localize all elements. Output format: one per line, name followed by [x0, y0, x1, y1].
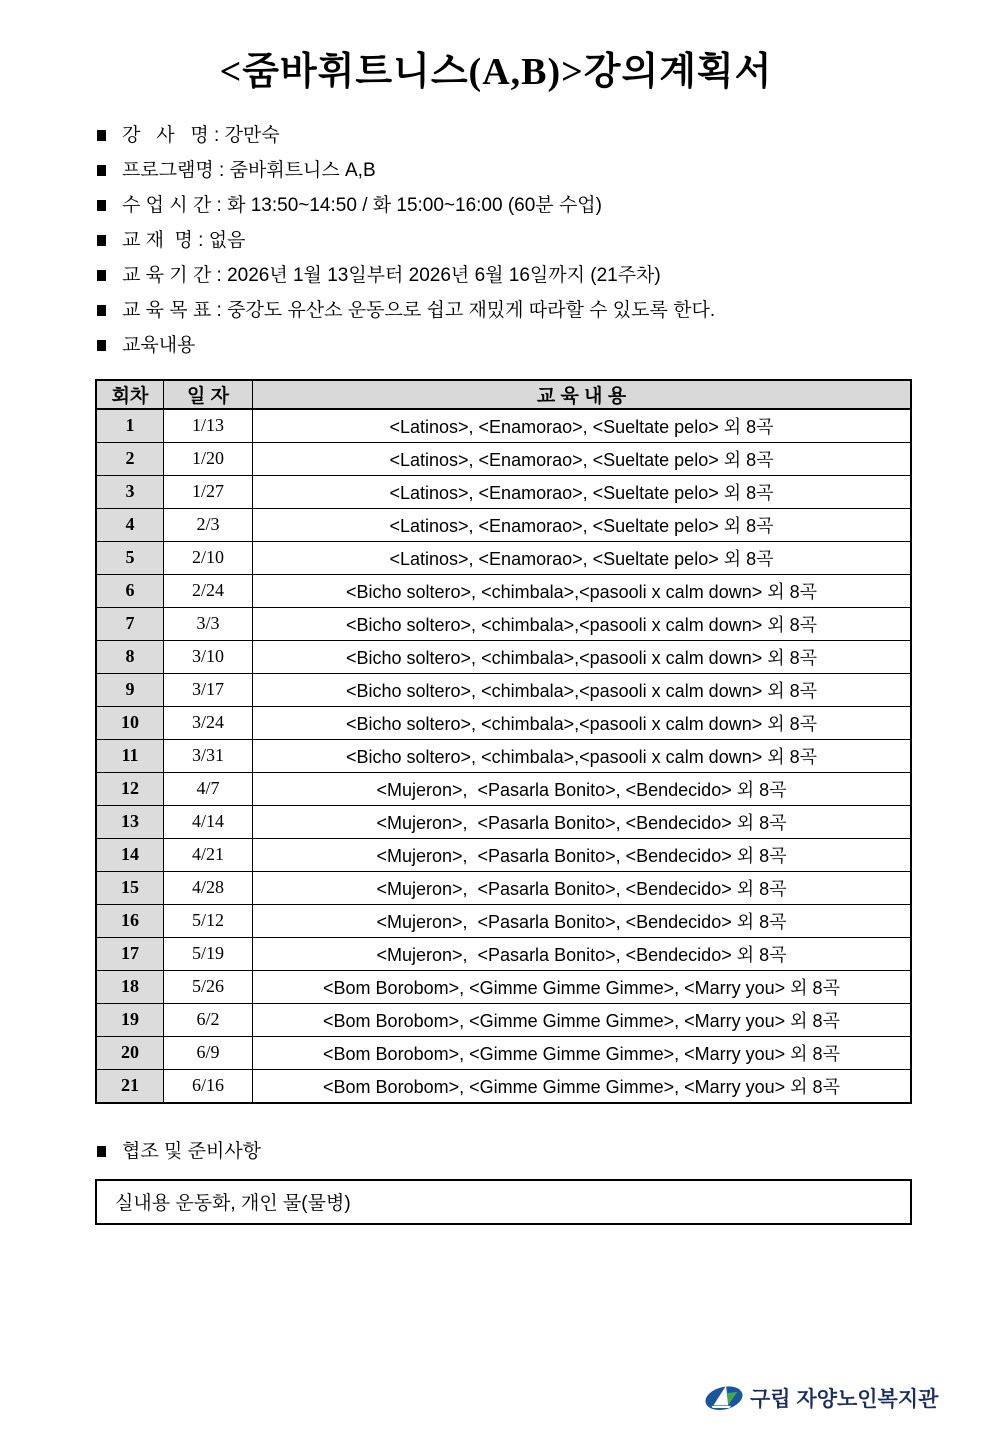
content-cell: <Mujeron>, <Pasarla Bonito>, <Bendecido> 외 8곡	[253, 937, 912, 970]
schedule-table-body	[96, 409, 911, 1103]
session-number-cell: 5	[96, 541, 164, 574]
col-header-date: 일 자	[164, 380, 253, 409]
content-cell: <Bom Borobom>, <Gimme Gimme Gimme>, <Marry you> 외 8곡	[253, 1003, 912, 1036]
session-number-cell: 13	[96, 805, 164, 838]
table-row	[96, 805, 911, 838]
date-cell: 2/3	[164, 508, 253, 541]
date-cell: 5/19	[164, 937, 253, 970]
session-number-cell: 10	[96, 706, 164, 739]
bullet-square-icon	[97, 200, 106, 211]
bullet-square-icon	[97, 235, 106, 246]
table-row	[96, 904, 911, 937]
table-row	[96, 442, 911, 475]
table-row	[96, 937, 911, 970]
date-cell: 4/7	[164, 772, 253, 805]
bullet-square-icon	[97, 130, 106, 141]
session-number-cell: 17	[96, 937, 164, 970]
table-row	[96, 574, 911, 607]
content-cell: <Mujeron>, <Pasarla Bonito>, <Bendecido> 외 8곡	[253, 838, 912, 871]
content-cell: <Latinos>, <Enamorao>, <Sueltate pelo> 외 8곡	[253, 442, 912, 475]
date-cell: 3/17	[164, 673, 253, 706]
info-list-item	[97, 153, 992, 188]
info-list-item	[97, 258, 992, 293]
date-cell: 5/12	[164, 904, 253, 937]
session-number-cell: 19	[96, 1003, 164, 1036]
content-cell: <Bicho soltero>, <chimbala>,<pasooli x calm down> 외 8곡	[253, 640, 912, 673]
schedule-table-head	[96, 380, 911, 409]
session-number-cell: 8	[96, 640, 164, 673]
date-cell: 1/27	[164, 475, 253, 508]
session-number-cell: 3	[96, 475, 164, 508]
org-name-text: 구립 자양노인복지관	[750, 1387, 939, 1411]
prep-section-heading	[97, 1140, 992, 1164]
content-cell: <Latinos>, <Enamorao>, <Sueltate pelo> 외 8곡	[253, 475, 912, 508]
date-cell: 1/20	[164, 442, 253, 475]
content-cell: <Latinos>, <Enamorao>, <Sueltate pelo> 외 8곡	[253, 541, 912, 574]
content-cell: <Bicho soltero>, <chimbala>,<pasooli x calm down> 외 8곡	[253, 706, 912, 739]
bullet-square-icon	[97, 340, 106, 351]
prep-box-text: 실내용 운동화, 개인 물(물병)	[115, 1193, 351, 1215]
table-row	[96, 1036, 911, 1069]
table-row	[96, 970, 911, 1003]
date-cell: 6/16	[164, 1069, 253, 1103]
content-cell: <Bom Borobom>, <Gimme Gimme Gimme>, <Marry you> 외 8곡	[253, 1036, 912, 1069]
prep-box	[95, 1179, 912, 1225]
session-number-cell: 14	[96, 838, 164, 871]
session-number-cell: 6	[96, 574, 164, 607]
table-row	[96, 640, 911, 673]
session-number-cell: 4	[96, 508, 164, 541]
content-cell: <Bicho soltero>, <chimbala>,<pasooli x calm down> 외 8곡	[253, 739, 912, 772]
date-cell: 3/31	[164, 739, 253, 772]
info-item-text: 수 업 시 간 : 화 13:50~14:50 / 화 15:00~16:00 (60분 수업)	[122, 194, 602, 216]
table-row	[96, 838, 911, 871]
table-row	[96, 871, 911, 904]
content-cell: <Mujeron>, <Pasarla Bonito>, <Bendecido> 외 8곡	[253, 904, 912, 937]
footer	[703, 1382, 938, 1413]
prep-heading-text: 협조 및 준비사항	[122, 1140, 262, 1162]
page-title: <줌바휘트니스(A,B)>강의계획서	[219, 51, 773, 93]
content-cell: <Bom Borobom>, <Gimme Gimme Gimme>, <Marry you> 외 8곡	[253, 970, 912, 1003]
session-number-cell: 16	[96, 904, 164, 937]
info-list-item	[97, 328, 992, 363]
date-cell: 3/10	[164, 640, 253, 673]
date-cell: 4/14	[164, 805, 253, 838]
schedule-table	[95, 379, 912, 1104]
table-row	[96, 772, 911, 805]
session-number-cell: 18	[96, 970, 164, 1003]
session-number-cell: 7	[96, 607, 164, 640]
date-cell: 6/2	[164, 1003, 253, 1036]
info-list	[97, 118, 992, 363]
col-header-content: 교 육 내 용	[253, 380, 912, 409]
date-cell: 1/13	[164, 409, 253, 443]
col-header-session: 회차	[96, 380, 164, 409]
content-cell: <Latinos>, <Enamorao>, <Sueltate pelo> 외 8곡	[253, 508, 912, 541]
bullet-square-icon	[97, 270, 106, 281]
info-item-text: 교 재 명 : 없음	[122, 229, 246, 251]
info-list-item	[97, 293, 992, 328]
table-row	[96, 1003, 911, 1036]
session-number-cell: 21	[96, 1069, 164, 1103]
content-cell: <Bicho soltero>, <chimbala>,<pasooli x calm down> 외 8곡	[253, 673, 912, 706]
table-row	[96, 541, 911, 574]
table-row	[96, 475, 911, 508]
session-number-cell: 9	[96, 673, 164, 706]
content-cell: <Bicho soltero>, <chimbala>,<pasooli x calm down> 외 8곡	[253, 574, 912, 607]
date-cell: 2/10	[164, 541, 253, 574]
info-item-text: 교 육 기 간 : 2026년 1월 13일부터 2026년 6월 16일까지 (21주차)	[122, 264, 661, 286]
org-logo-icon	[703, 1382, 745, 1413]
date-cell: 3/24	[164, 706, 253, 739]
session-number-cell: 15	[96, 871, 164, 904]
content-cell: <Mujeron>, <Pasarla Bonito>, <Bendecido> 외 8곡	[253, 805, 912, 838]
table-row	[96, 706, 911, 739]
session-number-cell: 1	[96, 409, 164, 443]
table-row	[96, 409, 911, 443]
info-item-text: 교 육 목 표 : 중강도 유산소 운동으로 쉽고 재밌게 따라할 수 있도록 한다.	[122, 299, 716, 321]
content-cell: <Latinos>, <Enamorao>, <Sueltate pelo> 외 8곡	[253, 409, 912, 443]
info-list-item	[97, 223, 992, 258]
date-cell: 6/9	[164, 1036, 253, 1069]
header-row	[96, 380, 911, 409]
session-number-cell: 2	[96, 442, 164, 475]
session-number-cell: 20	[96, 1036, 164, 1069]
content-cell: <Bicho soltero>, <chimbala>,<pasooli x calm down> 외 8곡	[253, 607, 912, 640]
table-row	[96, 607, 911, 640]
bullet-square-icon	[97, 305, 106, 316]
table-row	[96, 1069, 911, 1103]
document-page	[0, 50, 992, 1453]
info-item-text: 프로그램명 : 줌바휘트니스 A,B	[122, 159, 376, 181]
content-cell: <Mujeron>, <Pasarla Bonito>, <Bendecido> 외 8곡	[253, 871, 912, 904]
table-row	[96, 673, 911, 706]
bullet-square-icon	[97, 165, 106, 176]
content-cell: <Mujeron>, <Pasarla Bonito>, <Bendecido> 외 8곡	[253, 772, 912, 805]
bullet-square-icon	[97, 1146, 106, 1157]
date-cell: 4/28	[164, 871, 253, 904]
date-cell: 5/26	[164, 970, 253, 1003]
info-item-text: 교육내용	[122, 334, 196, 356]
session-number-cell: 11	[96, 739, 164, 772]
table-row	[96, 508, 911, 541]
info-list-item	[97, 118, 992, 153]
date-cell: 2/24	[164, 574, 253, 607]
info-item-text: 강 사 명 : 강만숙	[122, 124, 280, 146]
table-row	[96, 739, 911, 772]
content-cell: <Bom Borobom>, <Gimme Gimme Gimme>, <Marry you> 외 8곡	[253, 1069, 912, 1103]
date-cell: 4/21	[164, 838, 253, 871]
info-list-item	[97, 188, 992, 223]
session-number-cell: 12	[96, 772, 164, 805]
date-cell: 3/3	[164, 607, 253, 640]
